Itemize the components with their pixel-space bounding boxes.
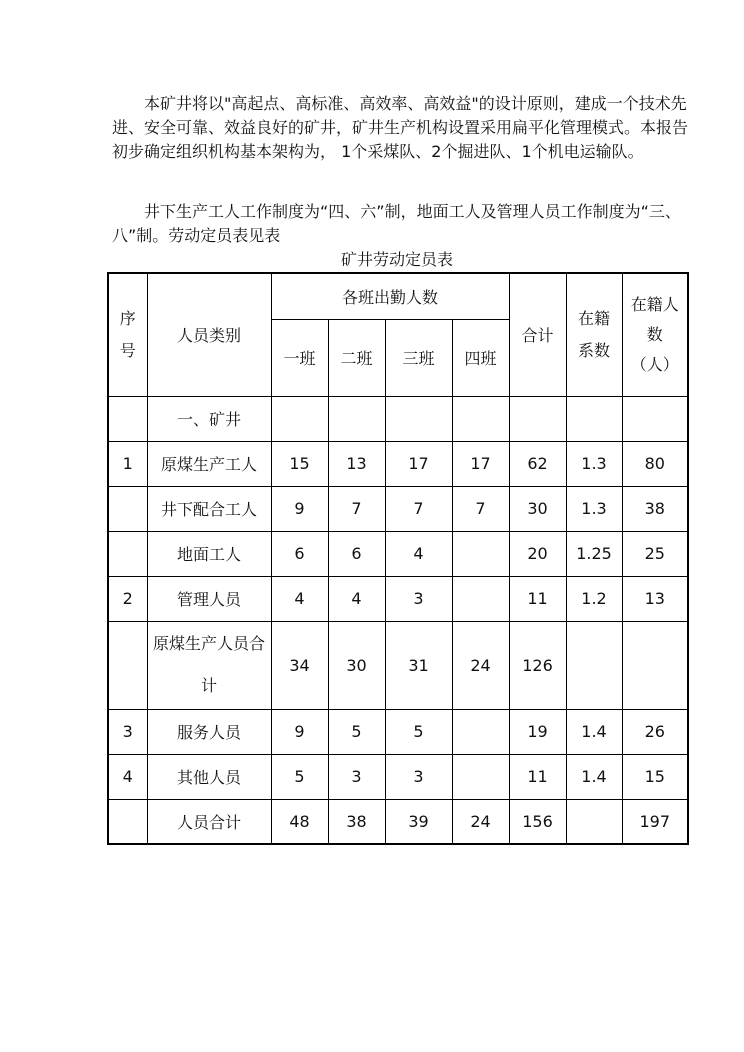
table-row [108, 754, 688, 799]
workhours-paragraph [112, 200, 692, 248]
cell-shift4 [452, 709, 509, 754]
workhours-text: 井下生产工人工作制度为“四、六”制，地面工人及管理人员工作制度为“三、八”制。劳动定员表见表 [112, 202, 681, 245]
header-shifts-group: 各班出勤人数 [271, 273, 509, 319]
cell-category: 井下配合工人 [147, 486, 271, 531]
intro-paragraph [112, 92, 692, 164]
cell-shift4: 24 [452, 621, 509, 709]
cell-category: 原煤生产人员合 计 [147, 621, 271, 709]
cell-enrolled [622, 396, 688, 441]
cell-shift2: 4 [328, 576, 385, 621]
header-total: 合计 [509, 273, 566, 396]
table-row [108, 486, 688, 531]
cell-seq: 3 [108, 709, 147, 754]
cell-total: 126 [509, 621, 566, 709]
cell-shift4 [452, 754, 509, 799]
header-shift4: 四班 [452, 319, 509, 396]
cell-enrolled [622, 621, 688, 709]
table-caption: 矿井劳动定员表 [340, 250, 453, 269]
table-row [108, 709, 688, 754]
cell-category: 服务人员 [147, 709, 271, 754]
cell-category: 其他人员 [147, 754, 271, 799]
cell-shift2: 13 [328, 441, 385, 486]
cell-seq [108, 396, 147, 441]
cell-shift2: 7 [328, 486, 385, 531]
cell-shift1: 15 [271, 441, 328, 486]
cell-category: 一、矿井 [147, 396, 271, 441]
header-category: 人员类别 [147, 273, 271, 396]
header-shift1: 一班 [271, 319, 328, 396]
cell-factor [566, 396, 622, 441]
cell-shift1: 4 [271, 576, 328, 621]
cell-total: 19 [509, 709, 566, 754]
header-shift2: 二班 [328, 319, 385, 396]
cell-category: 地面工人 [147, 531, 271, 576]
cell-seq: 2 [108, 576, 147, 621]
cell-shift3 [385, 396, 452, 441]
cell-factor [566, 799, 622, 844]
table-row [108, 531, 688, 576]
cell-enrolled: 197 [622, 799, 688, 844]
header-factor: 在籍 系数 [566, 273, 622, 396]
intro-text: 本矿井将以"高起点、高标准、高效率、高效益"的设计原则，建成一个技术先进、安全可靠、效益良好的矿井，矿井生产机构设置采用扁平化管理模式。本报告初步确定组织机构基本架构为， 1个采煤队、2个掘进队、1个机电运输队。 [112, 94, 689, 161]
cell-seq [108, 531, 147, 576]
cell-shift4: 24 [452, 799, 509, 844]
cell-shift2: 38 [328, 799, 385, 844]
cell-factor: 1.2 [566, 576, 622, 621]
cell-factor: 1.4 [566, 754, 622, 799]
cell-category: 管理人员 [147, 576, 271, 621]
header-shift3: 三班 [385, 319, 452, 396]
cell-shift3: 39 [385, 799, 452, 844]
cell-enrolled: 26 [622, 709, 688, 754]
cell-shift3: 31 [385, 621, 452, 709]
header-row-1 [108, 273, 688, 319]
cell-shift1: 9 [271, 709, 328, 754]
cell-shift1: 9 [271, 486, 328, 531]
cell-shift4 [452, 531, 509, 576]
cell-shift1 [271, 396, 328, 441]
cell-shift2 [328, 396, 385, 441]
cell-factor: 1.25 [566, 531, 622, 576]
cell-seq: 1 [108, 441, 147, 486]
cell-shift3: 3 [385, 576, 452, 621]
cell-total [509, 396, 566, 441]
cell-shift1: 34 [271, 621, 328, 709]
cell-shift2: 30 [328, 621, 385, 709]
cell-shift1: 6 [271, 531, 328, 576]
cell-total: 62 [509, 441, 566, 486]
staffing-table [107, 272, 689, 845]
header-enrolled: 在籍人 数 （人） [622, 273, 688, 396]
cell-shift2: 5 [328, 709, 385, 754]
cell-factor: 1.3 [566, 486, 622, 531]
cell-shift1: 48 [271, 799, 328, 844]
cell-total: 30 [509, 486, 566, 531]
cell-shift4: 7 [452, 486, 509, 531]
table-row [108, 441, 688, 486]
cell-seq [108, 799, 147, 844]
cell-factor: 1.3 [566, 441, 622, 486]
cell-shift3: 3 [385, 754, 452, 799]
cell-total: 11 [509, 576, 566, 621]
cell-shift4 [452, 576, 509, 621]
header-seq: 序 号 [108, 273, 147, 396]
cell-enrolled: 80 [622, 441, 688, 486]
cell-factor [566, 621, 622, 709]
cell-enrolled: 25 [622, 531, 688, 576]
cell-total: 11 [509, 754, 566, 799]
table-row [108, 621, 688, 709]
table-row [108, 576, 688, 621]
cell-total: 156 [509, 799, 566, 844]
cell-shift2: 3 [328, 754, 385, 799]
cell-factor: 1.4 [566, 709, 622, 754]
cell-seq [108, 486, 147, 531]
cell-shift3: 7 [385, 486, 452, 531]
cell-seq [108, 621, 147, 709]
cell-seq: 4 [108, 754, 147, 799]
cell-enrolled: 38 [622, 486, 688, 531]
cell-shift1: 5 [271, 754, 328, 799]
table-row [108, 799, 688, 844]
cell-shift3: 4 [385, 531, 452, 576]
cell-shift2: 6 [328, 531, 385, 576]
cell-shift4: 17 [452, 441, 509, 486]
table-row [108, 396, 688, 441]
cell-total: 20 [509, 531, 566, 576]
cell-shift4 [452, 396, 509, 441]
cell-category: 原煤生产工人 [147, 441, 271, 486]
cell-enrolled: 15 [622, 754, 688, 799]
cell-shift3: 5 [385, 709, 452, 754]
cell-category: 人员合计 [147, 799, 271, 844]
cell-shift3: 17 [385, 441, 452, 486]
cell-enrolled: 13 [622, 576, 688, 621]
